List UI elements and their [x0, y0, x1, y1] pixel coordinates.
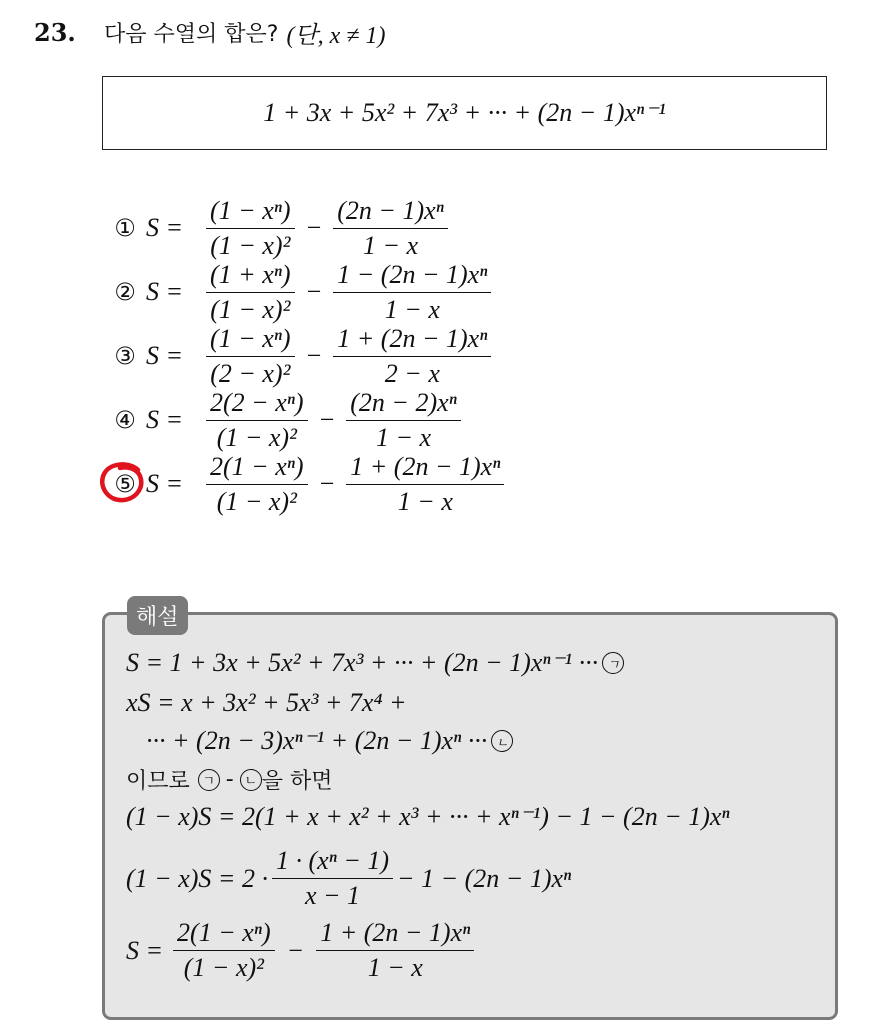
numerator: 2(2 − xⁿ) — [210, 387, 304, 417]
minus-sign: − — [306, 277, 322, 306]
fraction-2 — [346, 452, 504, 517]
choice-1[interactable] — [104, 196, 508, 260]
solution-line-1 — [126, 648, 624, 678]
numerator: (1 − xⁿ) — [210, 323, 291, 353]
minus-sign: − — [319, 405, 335, 434]
solution-line-1-text: S = 1 + 3x + 5x² + 7x³ + ··· + (2n − 1)xⁿ⁻¹ ··· — [126, 648, 599, 677]
circled-giyeok-icon: ㄱ — [198, 769, 220, 791]
solution-line-3 — [146, 726, 513, 756]
denominator: x − 1 — [272, 878, 393, 911]
numerator: 1 − (2n − 1)xⁿ — [337, 259, 488, 289]
solution-line-7 — [126, 918, 478, 983]
denominator: 1 − x — [346, 484, 504, 517]
choice-label: ③ — [114, 342, 136, 370]
numerator: 1 + (2n − 1)xⁿ — [320, 918, 471, 947]
question-text: 다음 수열의 합은? — [104, 21, 279, 47]
circled-nieun-icon: ㄴ — [240, 769, 262, 791]
numerator: (1 − xⁿ) — [210, 195, 291, 225]
choice-lhs: S = — [146, 405, 184, 434]
numerator: 2(1 − xⁿ) — [177, 918, 271, 947]
choice-3[interactable] — [104, 324, 508, 388]
denominator: (2 − x)² — [206, 356, 295, 389]
solution-line-5-text: (1 − x)S = 2(1 + x + x² + x³ + ··· + xⁿ⁻¹) − 1 − (2n − 1)xⁿ — [126, 802, 730, 831]
numerator: (2n − 1)xⁿ — [337, 195, 444, 225]
denominator: (1 − x)² — [206, 484, 308, 517]
choice-label: ⑤ — [114, 470, 136, 498]
fraction-2 — [333, 260, 491, 325]
solution-fraction-2 — [316, 918, 474, 983]
denominator: (1 − x)² — [206, 420, 308, 453]
question-condition: (단, x ≠ 1) — [286, 22, 386, 49]
circled-nieun-icon: ㄴ — [491, 730, 513, 752]
fraction-2 — [346, 388, 461, 453]
numerator: 1 · (xⁿ − 1) — [275, 846, 390, 875]
solution-line-4-pre: 이므로 — [126, 769, 190, 794]
circled-giyeok-icon: ㄱ — [602, 652, 624, 674]
choice-lhs: S = — [146, 469, 184, 498]
series-expression: 1 + 3x + 5x² + 7x³ + ··· + (2n − 1)xⁿ⁻¹ — [263, 98, 666, 127]
fraction-1 — [206, 196, 295, 261]
solution-line-2-text: xS = x + 3x² + 5x³ + 7x⁴ + — [126, 688, 407, 717]
choice-lhs: S = — [146, 341, 184, 370]
choice-lhs: S = — [146, 277, 184, 306]
solution-line-2 — [126, 688, 407, 718]
denominator: 2 − x — [333, 356, 491, 389]
denominator: (1 − x)² — [206, 228, 295, 261]
solution-fraction-1 — [173, 918, 275, 983]
fraction-2 — [333, 196, 448, 261]
solution-line-5 — [126, 802, 730, 832]
solution-line-6-pre: (1 − x)S = 2 · — [126, 863, 268, 893]
minus-sign: − — [306, 341, 322, 370]
solution-fraction — [272, 846, 393, 911]
choice-4[interactable] — [104, 388, 508, 452]
solution-line-4-dash: - — [225, 767, 234, 792]
solution-line-6 — [126, 846, 571, 911]
question-header — [34, 12, 385, 52]
minus-sign: − — [306, 213, 322, 242]
solution-tag: 해설 — [127, 596, 188, 635]
denominator: (1 − x)² — [173, 950, 275, 983]
fraction-1 — [206, 260, 295, 325]
choice-2[interactable] — [104, 260, 508, 324]
choice-label: ① — [114, 214, 136, 242]
solution-line-3-text: ··· + (2n − 3)xⁿ⁻¹ + (2n − 1)xⁿ ··· — [146, 726, 488, 755]
fraction-2 — [333, 324, 491, 389]
choice-label: ② — [114, 278, 136, 306]
solution-line-4-post: 을 하면 — [261, 769, 333, 794]
choice-label: ④ — [114, 406, 136, 434]
choice-5[interactable] — [104, 452, 508, 516]
series-box — [102, 76, 827, 150]
question-number: 23. — [34, 17, 76, 47]
denominator: 1 − x — [316, 950, 474, 983]
numerator: (1 + xⁿ) — [210, 259, 291, 289]
denominator: 1 − x — [333, 292, 491, 325]
numerator: 2(1 − xⁿ) — [210, 451, 304, 481]
fraction-1 — [206, 452, 308, 517]
choice-lhs: S = — [146, 213, 184, 242]
solution-line-4 — [126, 764, 332, 795]
fraction-1 — [206, 324, 295, 389]
minus-sign: − — [319, 469, 335, 498]
choice-list — [104, 196, 508, 516]
solution-line-7-lhs: S = — [126, 935, 164, 965]
solution-line-6-post: − 1 − (2n − 1)xⁿ — [397, 863, 572, 893]
denominator: 1 − x — [346, 420, 461, 453]
numerator: (2n − 2)xⁿ — [350, 387, 457, 417]
numerator: 1 + (2n − 1)xⁿ — [350, 451, 501, 481]
denominator: (1 − x)² — [206, 292, 295, 325]
denominator: 1 − x — [333, 228, 448, 261]
minus-sign: − — [286, 935, 305, 965]
fraction-1 — [206, 388, 308, 453]
numerator: 1 + (2n − 1)xⁿ — [337, 323, 488, 353]
